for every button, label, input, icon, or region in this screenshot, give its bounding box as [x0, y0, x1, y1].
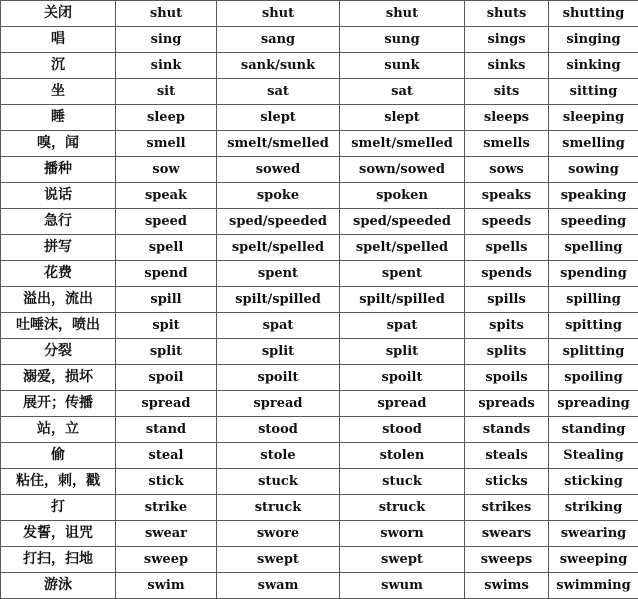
base-form-cell: shut [116, 1, 217, 27]
third-person-cell: swears [465, 521, 549, 547]
base-form-cell: sow [116, 157, 217, 183]
meaning-cell: 站，立 [1, 417, 116, 443]
past-tense-cell: swore [217, 521, 340, 547]
past-tense-cell: smelt/smelled [217, 131, 340, 157]
past-participle-cell: spread [340, 391, 465, 417]
meaning-cell: 花费 [1, 261, 116, 287]
table-row [1, 183, 638, 209]
meaning-cell: 急行 [1, 209, 116, 235]
past-participle-cell: sped/speeded [340, 209, 465, 235]
past-participle-cell: spoken [340, 183, 465, 209]
present-participle-cell: sleeping [549, 105, 638, 131]
base-form-cell: spit [116, 313, 217, 339]
table-row [1, 521, 638, 547]
present-participle-cell: spitting [549, 313, 638, 339]
present-participle-cell: speeding [549, 209, 638, 235]
third-person-cell: sings [465, 27, 549, 53]
third-person-cell: spends [465, 261, 549, 287]
third-person-cell: sits [465, 79, 549, 105]
meaning-cell: 溺爱，损坏 [1, 365, 116, 391]
past-tense-cell: slept [217, 105, 340, 131]
past-tense-cell: sang [217, 27, 340, 53]
table-row [1, 469, 638, 495]
base-form-cell: spread [116, 391, 217, 417]
past-participle-cell: swum [340, 573, 465, 599]
base-form-cell: speed [116, 209, 217, 235]
past-tense-cell: spilt/spilled [217, 287, 340, 313]
past-tense-cell: stood [217, 417, 340, 443]
table-row [1, 313, 638, 339]
past-participle-cell: stuck [340, 469, 465, 495]
table-row [1, 105, 638, 131]
table-row [1, 131, 638, 157]
base-form-cell: sleep [116, 105, 217, 131]
third-person-cell: spoils [465, 365, 549, 391]
present-participle-cell: striking [549, 495, 638, 521]
table-row [1, 365, 638, 391]
past-participle-cell: stolen [340, 443, 465, 469]
meaning-cell: 说话 [1, 183, 116, 209]
present-participle-cell: spilling [549, 287, 638, 313]
present-participle-cell: Stealing [549, 443, 638, 469]
past-tense-cell: stole [217, 443, 340, 469]
past-participle-cell: sunk [340, 53, 465, 79]
present-participle-cell: spelling [549, 235, 638, 261]
present-participle-cell: speaking [549, 183, 638, 209]
past-participle-cell: spent [340, 261, 465, 287]
third-person-cell: spits [465, 313, 549, 339]
past-participle-cell: spilt/spilled [340, 287, 465, 313]
past-tense-cell: sowed [217, 157, 340, 183]
past-tense-cell: spoke [217, 183, 340, 209]
past-participle-cell: sat [340, 79, 465, 105]
meaning-cell: 唱 [1, 27, 116, 53]
present-participle-cell: splitting [549, 339, 638, 365]
base-form-cell: sit [116, 79, 217, 105]
present-participle-cell: spreading [549, 391, 638, 417]
table-row [1, 443, 638, 469]
third-person-cell: sows [465, 157, 549, 183]
past-tense-cell: sat [217, 79, 340, 105]
third-person-cell: sleeps [465, 105, 549, 131]
present-participle-cell: singing [549, 27, 638, 53]
meaning-cell: 粘住，刺，戳 [1, 469, 116, 495]
past-participle-cell: spat [340, 313, 465, 339]
meaning-cell: 吐唾沫，喷出 [1, 313, 116, 339]
third-person-cell: spills [465, 287, 549, 313]
meaning-cell: 游泳 [1, 573, 116, 599]
meaning-cell: 睡 [1, 105, 116, 131]
past-participle-cell: spoilt [340, 365, 465, 391]
base-form-cell: swim [116, 573, 217, 599]
third-person-cell: spells [465, 235, 549, 261]
base-form-cell: split [116, 339, 217, 365]
present-participle-cell: swimming [549, 573, 638, 599]
present-participle-cell: sitting [549, 79, 638, 105]
third-person-cell: steals [465, 443, 549, 469]
present-participle-cell: standing [549, 417, 638, 443]
present-participle-cell: shutting [549, 1, 638, 27]
base-form-cell: spell [116, 235, 217, 261]
base-form-cell: speak [116, 183, 217, 209]
third-person-cell: smells [465, 131, 549, 157]
present-participle-cell: sticking [549, 469, 638, 495]
table-row [1, 495, 638, 521]
base-form-cell: spoil [116, 365, 217, 391]
past-participle-cell: shut [340, 1, 465, 27]
table-row [1, 53, 638, 79]
past-participle-cell: sown/sowed [340, 157, 465, 183]
meaning-cell: 坐 [1, 79, 116, 105]
meaning-cell: 打扫，扫地 [1, 547, 116, 573]
present-participle-cell: smelling [549, 131, 638, 157]
meaning-cell: 拼写 [1, 235, 116, 261]
past-tense-cell: spoilt [217, 365, 340, 391]
base-form-cell: sink [116, 53, 217, 79]
past-participle-cell: slept [340, 105, 465, 131]
third-person-cell: speeds [465, 209, 549, 235]
past-participle-cell: sworn [340, 521, 465, 547]
third-person-cell: spreads [465, 391, 549, 417]
meaning-cell: 分裂 [1, 339, 116, 365]
past-tense-cell: spelt/spelled [217, 235, 340, 261]
past-participle-cell: spelt/spelled [340, 235, 465, 261]
third-person-cell: stands [465, 417, 549, 443]
table-row [1, 391, 638, 417]
meaning-cell: 播种 [1, 157, 116, 183]
past-tense-cell: spread [217, 391, 340, 417]
base-form-cell: swear [116, 521, 217, 547]
past-tense-cell: split [217, 339, 340, 365]
base-form-cell: steal [116, 443, 217, 469]
third-person-cell: splits [465, 339, 549, 365]
present-participle-cell: sinking [549, 53, 638, 79]
table-row [1, 27, 638, 53]
table-row [1, 417, 638, 443]
present-participle-cell: sowing [549, 157, 638, 183]
table-row [1, 287, 638, 313]
table-row [1, 209, 638, 235]
base-form-cell: stick [116, 469, 217, 495]
past-participle-cell: smelt/smelled [340, 131, 465, 157]
base-form-cell: spend [116, 261, 217, 287]
table-row [1, 235, 638, 261]
present-participle-cell: sweeping [549, 547, 638, 573]
base-form-cell: stand [116, 417, 217, 443]
present-participle-cell: spending [549, 261, 638, 287]
past-tense-cell: struck [217, 495, 340, 521]
third-person-cell: strikes [465, 495, 549, 521]
table-row [1, 339, 638, 365]
table-row [1, 79, 638, 105]
past-tense-cell: spent [217, 261, 340, 287]
third-person-cell: sinks [465, 53, 549, 79]
past-participle-cell: sung [340, 27, 465, 53]
base-form-cell: strike [116, 495, 217, 521]
past-participle-cell: stood [340, 417, 465, 443]
third-person-cell: sweeps [465, 547, 549, 573]
verb-forms-body [1, 1, 638, 599]
base-form-cell: sing [116, 27, 217, 53]
past-participle-cell: split [340, 339, 465, 365]
meaning-cell: 偷 [1, 443, 116, 469]
third-person-cell: speaks [465, 183, 549, 209]
present-participle-cell: swearing [549, 521, 638, 547]
base-form-cell: spill [116, 287, 217, 313]
past-tense-cell: swept [217, 547, 340, 573]
meaning-cell: 溢出，流出 [1, 287, 116, 313]
table-row [1, 547, 638, 573]
past-tense-cell: sped/speeded [217, 209, 340, 235]
past-participle-cell: struck [340, 495, 465, 521]
past-tense-cell: sank/sunk [217, 53, 340, 79]
third-person-cell: sticks [465, 469, 549, 495]
table-row [1, 261, 638, 287]
meaning-cell: 展开；传播 [1, 391, 116, 417]
third-person-cell: shuts [465, 1, 549, 27]
base-form-cell: smell [116, 131, 217, 157]
base-form-cell: sweep [116, 547, 217, 573]
meaning-cell: 发誓，诅咒 [1, 521, 116, 547]
past-tense-cell: swam [217, 573, 340, 599]
meaning-cell: 沉 [1, 53, 116, 79]
past-tense-cell: spat [217, 313, 340, 339]
table-row [1, 1, 638, 27]
past-tense-cell: stuck [217, 469, 340, 495]
past-tense-cell: shut [217, 1, 340, 27]
meaning-cell: 关闭 [1, 1, 116, 27]
table-row [1, 157, 638, 183]
present-participle-cell: spoiling [549, 365, 638, 391]
past-participle-cell: swept [340, 547, 465, 573]
meaning-cell: 打 [1, 495, 116, 521]
table-row [1, 573, 638, 599]
meaning-cell: 嗅，闻 [1, 131, 116, 157]
third-person-cell: swims [465, 573, 549, 599]
